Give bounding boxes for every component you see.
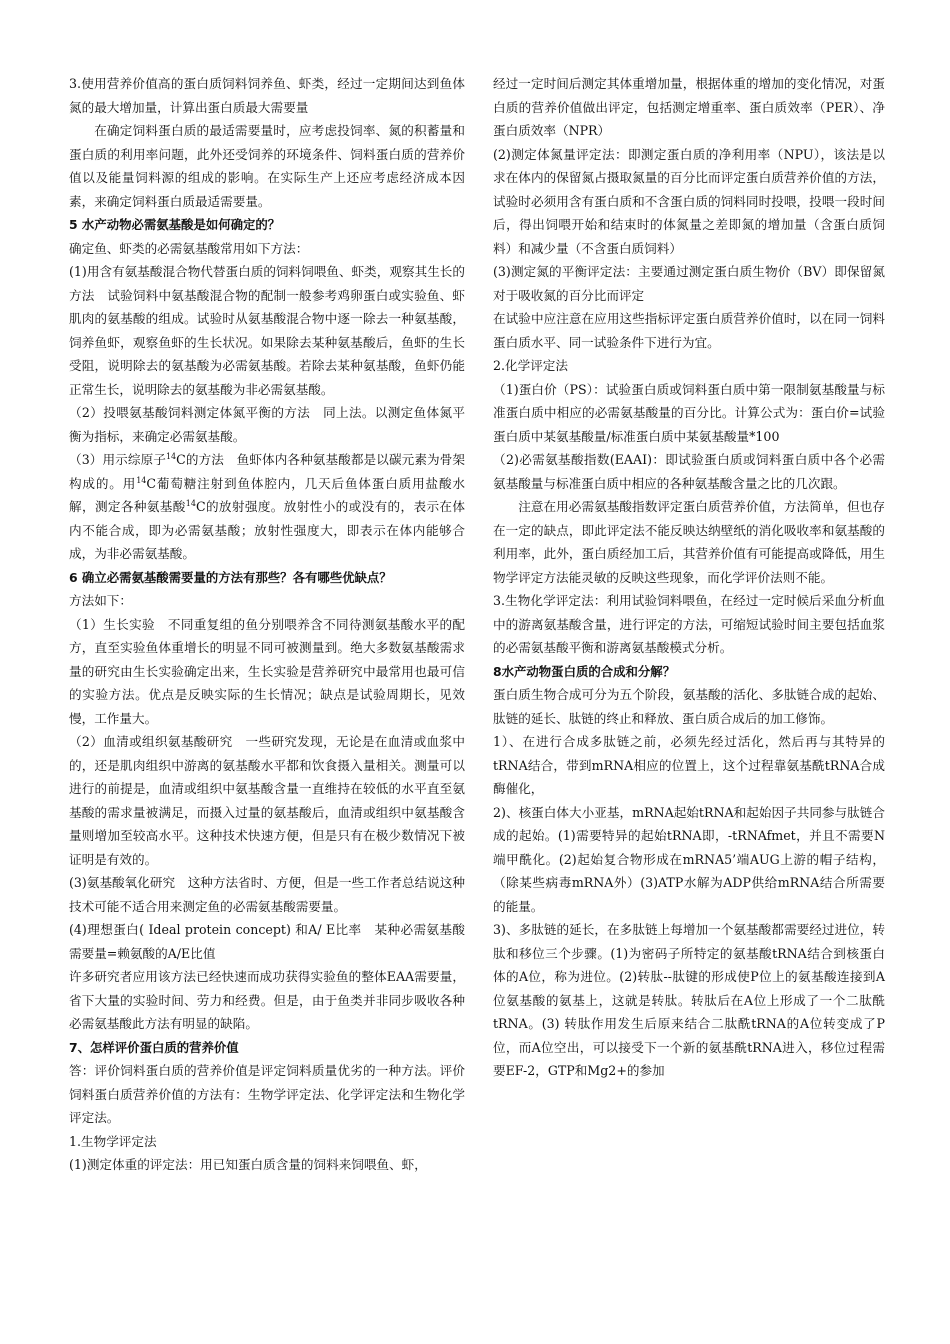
paragraph: 注意在用必需氨基酸指数评定蛋白质营养价值，方法简单，但也存在一定的缺点，即此评定法不能反映达纳壁纸的消化吸收率和氨基酸的利用率，此外，蛋白质经加工后，其营养价值有可能提高或降低，用生物学评定方法能灵敏的反映这些现象，而化学评价法则不能。 <box>493 499 885 585</box>
paragraph: (1)用含有氨基酸混合物代替蛋白质的饲料饲喂鱼、虾类，观察其生长的方法 试验饲料中氨基酸混合物的配制一般参考鸡卵蛋白或实验鱼、虾肌肉的氨基酸的组成。试验时从氨基酸混合物中逐一除去一种氨基酸，饲养鱼虾，观察鱼虾的生长状况。如果除去某种氨基酸后，鱼虾的生长受阻，说明除去的氨基酸为必需氨基酸。若除去某种氨基酸，鱼虾仍能正常生长，说明除去的氨基酸为非必需氨基酸。 <box>69 264 465 397</box>
paragraph: 在试验中应注意在应用这些指标评定蛋白质营养价值时，以在同一饲料蛋白质水平、同一试验条件下进行为宜。 <box>493 311 885 350</box>
paragraph: (4)理想蛋白( Ideal protein concept) 和A/ E比率 某种必需氨基酸需要量=赖氨酸的A/E比值 <box>69 922 465 961</box>
paragraph: (1)测定体重的评定法：用已知蛋白质含量的饲料来饲喂鱼、虾， <box>69 1157 427 1172</box>
paragraph: （1）生长实验 不同重复组的鱼分别喂养含不同待测氨基酸水平的配方，直至实验鱼体重增长的明显不同可被测量到。绝大多数氨基酸需求量的研究由生长实验确定出来，生长实验是营养研究中最常用也最可信的实验方法。优点是反映实际的生长情况；缺点是试验周期长，见效慢，工作量大。 <box>69 616 465 726</box>
paragraph: (2)测定体氮量评定法：即测定蛋白质的净利用率（NPU），该法是以求在体内的保留氮占摄取氮量的百分比而评定蛋白质营养价值的方法，试验时必须用含有蛋白质和不含蛋白质的饲料同时投喂，投喂一段时间后，得出饲喂开始和结束时的体氮量之差即氮的增加量（含蛋白质饲料）和减少量（不含蛋白质饲料） <box>493 146 885 256</box>
paragraph: （2）投喂氨基酸饲料测定体氮平衡的方法 同上法。以测定鱼体氮平衡为指标，来确定必需氨基酸。 <box>69 405 465 444</box>
paragraph: （1)蛋白价（PS）：试验蛋白质或饲料蛋白质中第一限制氨基酸量与标准蛋白质中相应的必需氨基酸量的百分比。计算公式为：蛋白价=试验蛋白质中某氨基酸量/标准蛋白质中某氨基酸量*100 <box>493 381 885 444</box>
left-column <box>69 72 465 1177</box>
paragraph: 1）、在进行合成多肽链之前，必须先经过活化，然后再与其特异的tRNA结合，带到mRNA相应的位置上，这个过程靠氨基酰tRNA合成酶催化， <box>493 734 885 796</box>
paragraph: （2）血清或组织氨基酸研究 一些研究发现，无论是在血清或血浆中的，还是肌肉组织中游离的氨基酸水平都和饮食摄入量相关。测量可以进行的前提是，血清或组织中氨基酸含量一直维持在较低的水平直至氨基酸的需求量被满足，而摄入过量的氨基酸后，血清或组织中氨基酸含量则增加至较高水平。这种技术快速方便，但是只有在极少数情况下被证明是有效的。 <box>69 734 465 867</box>
paragraph: （3）用示综原子$^{14}$C的方法 鱼虾体内各种氨基酸都是以碳元素为骨架构成的。用$^{14}$C葡萄糖注射到鱼体腔内，几天后鱼体蛋白质用盐酸水解，测定各种氨基酸$^{14}$C的放射强度。放射性小的或没有的，表示在体内不能合成，即为必需氨基酸；放射性强度大，即表示在体内能够合成，为非必需氨基酸。 <box>69 451 466 561</box>
paragraph: 经过一定时间后测定其体重增加量，根据体重的增加的变化情况，对蛋白质的营养价值做出评定，包括测定增重率、蛋白质效率（PER）、净蛋白质效率（NPR） <box>493 76 885 138</box>
paragraph: (3)氨基酸氧化研究 这种方法省时、方便，但是一些工作者总结说这种技术可能不适合用来测定鱼的必需氨基酸需要量。 <box>69 875 465 914</box>
paragraph: 2.化学评定法 <box>493 358 568 373</box>
paragraph: 1.生物学评定法 <box>69 1133 157 1149</box>
paragraph: 3)、多肽链的延长，在多肽链上每增加一个氨基酸都需要经过进位，转肽和移位三个步骤。(1)为密码子所特定的氨基酸tRNA结合到核蛋白体的A位，称为进位。(2)转肽--肽键的形成使P位上的氨基酸连接到A位氨基酸的氨基上，这就是转肽。转肽后在A位上形成了一个二肽酰tRNA。(3) 转肽作用发生后原来结合二肽酰tRNA的A位转变成了P位，而A位空出，可以接受下一个新的氨基酰tRNA进入，移位过程需要EF-2，GTP和Mg2+的参加 <box>493 922 885 1078</box>
right-column <box>493 72 885 1083</box>
paragraph: 3.生物化学评定法：利用试验饲料喂鱼，在经过一定时候后采血分析血中的游离氨基酸含量，进行评定的方法，可缩短试验时间主要包括血浆的必需氨基酸平衡和游离氨基酸模式分析。 <box>493 593 885 655</box>
section-heading: 6 确立必需氨基酸需要量的方法有那些？各有哪些优缺点？ <box>69 569 392 585</box>
paragraph: （2)必需氨基酸指数(EAAI)：即试验蛋白质或饲料蛋白质中各个必需氨基酸量与标准蛋白质中相应的各种氨基酸含量之比的几次跟。 <box>493 452 885 491</box>
section-heading: 5 水产动物必需氨基酸是如何确定的？ <box>69 217 281 232</box>
paragraph: 确定鱼、虾类的必需氨基酸常用如下方法： <box>69 240 309 256</box>
paragraph: (3)测定氮的平衡评定法：主要通过测定蛋白质生物价（BV）即保留氮对于吸收氮的百分比而评定 <box>493 264 885 303</box>
paragraph: 许多研究者应用该方法已经快速而成功获得实验鱼的整体EAA需要量，省下大量的实验时间、劳力和经费。但是，由于鱼类并非同步吸收各种必需氨基酸此方法有明显的缺陷。 <box>69 969 465 1031</box>
paragraph: 在确定饲料蛋白质的最适需要量时，应考虑投饲率、氮的积蓄量和蛋白质的利用率问题，此外还受饲养的环境条件、饲料蛋白质的营养价值以及能量饲料源的组成的影响。在实际生产上还应考虑经济成本因素，来确定饲料蛋白质最适需要量。 <box>69 123 465 209</box>
paragraph: 2)、核蛋白体大小亚基，mRNA起始tRNA和起始因子共同参与肽链合成的起始。(1)需要特异的起始tRNA即，-tRNAfmet，并且不需要N端甲酰化。(2)起始复合物形成在mRNA5’端AUG上游的帽子结构，（除某些病毒mRNA外）(3)ATP水解为ADP供给mRNA结合所需要的能量。 <box>493 804 885 914</box>
paragraph: 3.使用营养价值高的蛋白质饲料饲养鱼、虾类，经过一定期间达到鱼体氮的最大增加量，计算出蛋白质最大需要量 <box>69 76 465 115</box>
section-heading: 7、怎样评价蛋白质的营养价值 <box>69 1039 239 1055</box>
paragraph: 蛋白质生物合成可分为五个阶段，氨基酸的活化、多肽链合成的起始、肽链的延长、肽链的终止和释放、蛋白质合成后的加工修饰。 <box>493 687 885 726</box>
section-heading: 8水产动物蛋白质的合成和分解？ <box>493 663 676 679</box>
paragraph: 答：评价饲料蛋白质的营养价值是评定饲料质量优劣的一种方法。评价饲料蛋白质营养价值的方法有：生物学评定法、化学评定法和生物化学评定法。 <box>69 1063 465 1125</box>
paragraph: 方法如下： <box>69 593 132 608</box>
